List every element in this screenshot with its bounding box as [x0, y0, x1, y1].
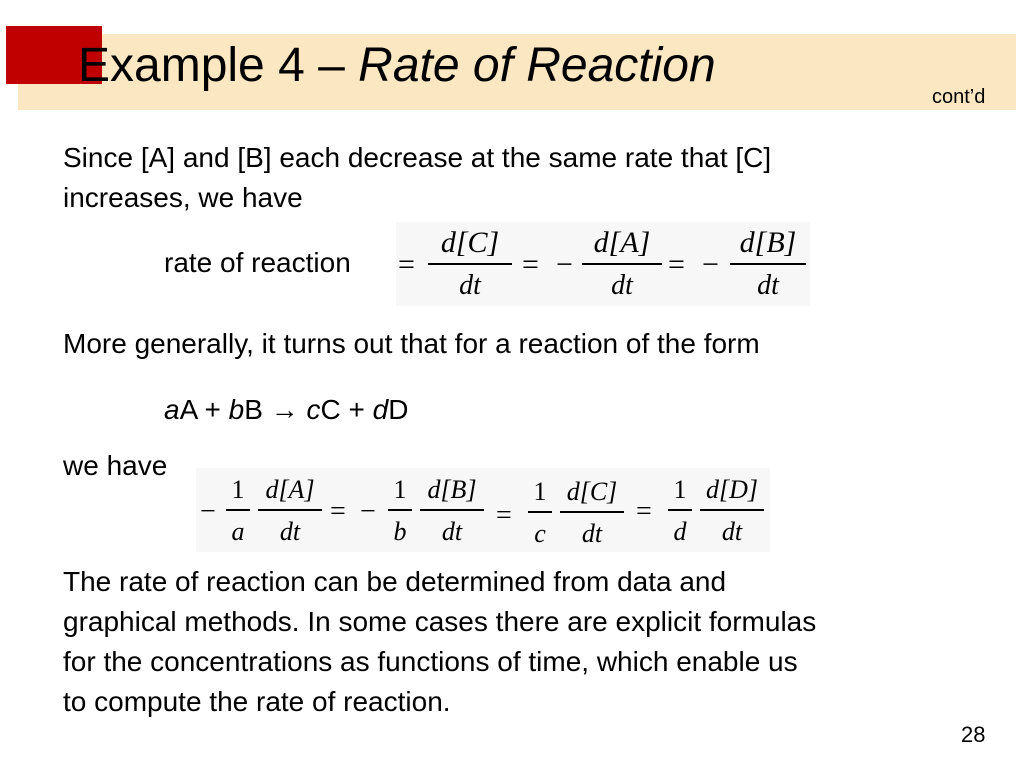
title-prefix: Example 4 – [78, 39, 359, 92]
paragraph-3-line-4: to compute the rate of reaction. [63, 686, 451, 717]
fraction-numerator: d[B] [427, 475, 477, 504]
slide-title [78, 39, 716, 92]
one: 1 [533, 477, 547, 506]
coef-c: c [306, 394, 321, 425]
fraction-numerator: d[C] [566, 477, 618, 506]
species-D: D [388, 394, 409, 425]
one: 1 [673, 475, 687, 504]
minus-sign: − [556, 248, 573, 281]
plus-sign: + [340, 394, 373, 425]
minus-sign: − [200, 496, 216, 527]
species-B: B [244, 394, 263, 425]
minus-sign: − [702, 248, 719, 281]
fraction-denominator: dt [721, 517, 743, 546]
coef: d [673, 517, 687, 546]
paragraph-2: More generally, it turns out that for a reaction of the form [63, 328, 760, 359]
coef: c [534, 519, 546, 548]
fraction-numerator: d[B] [739, 226, 797, 259]
fraction-denominator: dt [581, 519, 603, 548]
fraction-numerator: d[C] [440, 226, 500, 259]
fraction-numerator: d[A] [265, 475, 315, 504]
equals-sign: = [668, 248, 685, 281]
reaction-equation [164, 392, 408, 428]
one: 1 [393, 475, 407, 504]
coef: a [231, 517, 245, 546]
coef-d: d [372, 394, 389, 425]
plus-sign: + [196, 394, 229, 425]
species-C: C [320, 394, 341, 425]
we-have-label: we have [63, 450, 168, 481]
minus-sign: − [360, 496, 376, 527]
paragraph-3-line-3: for the concentrations as functions of time, which enable us [63, 646, 798, 677]
paragraph-1-line-2: increases, we have [63, 182, 303, 213]
coef-a: a [164, 394, 180, 425]
coef: b [393, 517, 407, 546]
equals-sign: = [496, 500, 512, 531]
paragraph-3-line-2: graphical methods. In some cases there are explicit formulas [63, 606, 817, 637]
general-rate-formula [196, 468, 770, 552]
fraction-denominator: dt [459, 270, 481, 301]
fraction-denominator: dt [757, 270, 779, 301]
fraction-denominator: dt [441, 517, 463, 546]
paragraph-1-line-1: Since [A] and [B] each decrease at the same rate that [C] [63, 142, 772, 173]
rate-formula [396, 222, 810, 306]
equals-sign: = [522, 248, 539, 281]
contd-label: cont’d [932, 86, 986, 108]
title-italic: Rate of Reaction [358, 39, 716, 92]
equals-sign: = [398, 248, 415, 281]
fraction-numerator: d[A] [593, 226, 651, 259]
page-number: 28 [961, 722, 986, 747]
equals-sign: = [330, 496, 346, 527]
arrow: → [262, 394, 307, 425]
rate-of-reaction-label: rate of reaction [164, 247, 351, 278]
fraction-denominator: dt [279, 517, 301, 546]
one: 1 [231, 475, 245, 504]
equals-sign: = [636, 496, 652, 527]
fraction-denominator: dt [611, 270, 633, 301]
paragraph-3-line-1: The rate of reaction can be determined from data and [63, 566, 727, 597]
fraction-numerator: d[D] [705, 475, 759, 504]
coef-b: b [228, 394, 245, 425]
species-A: A [179, 394, 197, 425]
